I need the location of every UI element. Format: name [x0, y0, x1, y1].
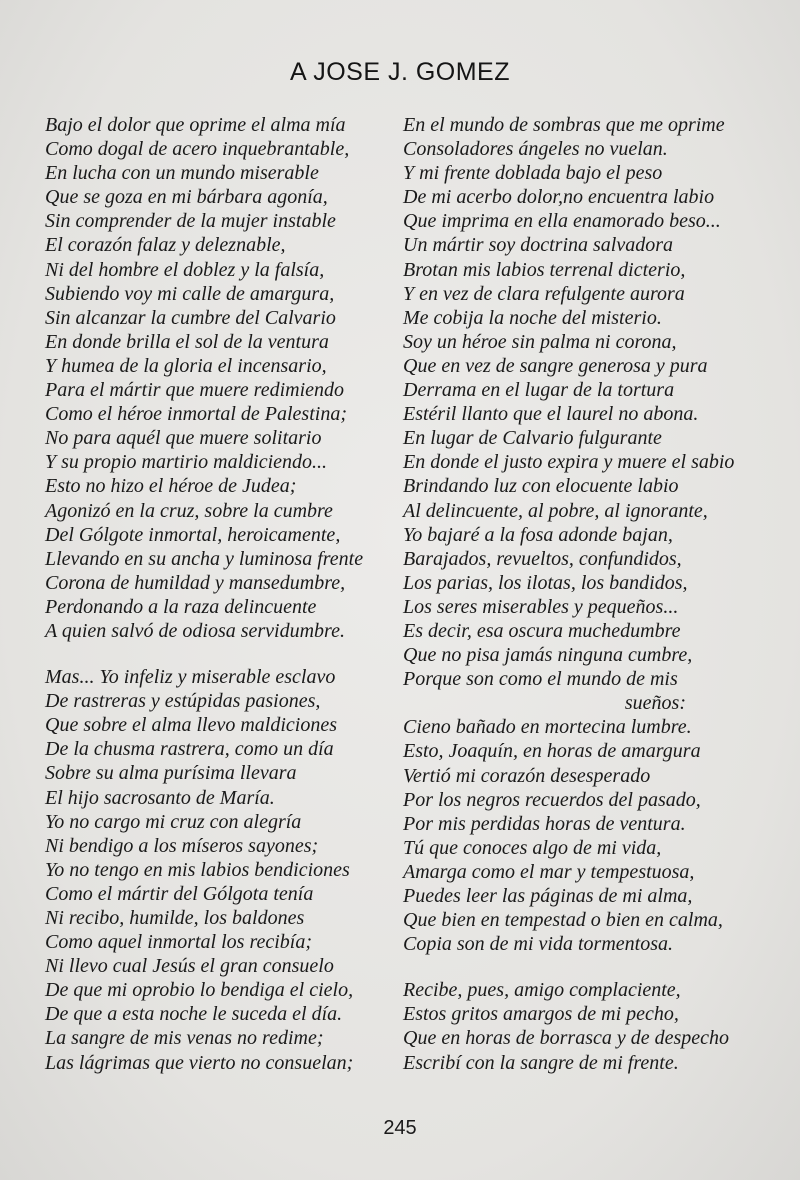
- verse-line: Corona de humildad y mansedumbre,: [45, 571, 346, 594]
- right-column: [403, 113, 748, 1075]
- poem-title: A JOSE J. GOMEZ: [289, 58, 511, 86]
- verse-line: Amarga como el mar y tempestuosa,: [403, 860, 695, 883]
- stanza: [45, 113, 390, 643]
- verse-line: Brindando luz con elocuente labio: [403, 475, 679, 498]
- verse-line: Como aquel inmortal los recibía;: [45, 931, 313, 954]
- verse-line: En lugar de Calvario fulgurante: [403, 427, 662, 450]
- verse-line: Me cobija la noche del misterio.: [403, 306, 662, 329]
- verse-line: Por mis perdidas horas de ventura.: [403, 812, 686, 835]
- verse-line: Para el mártir que muere redimiendo: [45, 379, 345, 402]
- verse-line: De rastreras y estúpidas pasiones,: [45, 690, 321, 713]
- verse-line: De que a esta noche le suceda el día.: [45, 1003, 343, 1026]
- page-number: 245: [383, 1117, 417, 1139]
- verse-line: Y humea de la gloria el incensario,: [45, 354, 327, 377]
- verse-line: Estéril llanto que el laurel no abona.: [403, 403, 699, 426]
- verse-line: Por los negros recuerdos del pasado,: [403, 788, 701, 811]
- verse-line: Bajo el dolor que oprime el alma mía: [45, 114, 346, 136]
- verse-line: Al delincuente, al pobre, al ignorante,: [403, 499, 708, 522]
- verse-line: Mas... Yo infeliz y miserable esclavo: [45, 666, 336, 689]
- verse-line: No para aquél que muere solitario: [45, 427, 322, 450]
- verse-line: Agonizó en la cruz, sobre la cumbre: [45, 499, 333, 522]
- verse-line: Y mi frente doblada bajo el peso: [403, 162, 663, 185]
- verse-line: Como el mártir del Gólgota tenía: [45, 882, 314, 905]
- verse-line-continuation: sueños:: [624, 692, 686, 715]
- verse-line: Como el héroe inmortal de Palestina;: [45, 403, 347, 426]
- verse-line: Que se goza en mi bárbara agonía,: [45, 186, 328, 209]
- verse-line: Un mártir soy doctrina salvadora: [403, 234, 673, 257]
- verse-line: Que imprima en ella enamorado beso...: [403, 210, 721, 233]
- verse-line: Brotan mis labios terrenal dicterio,: [403, 258, 686, 281]
- verse-line: Puedes leer las páginas de mi alma,: [403, 885, 693, 907]
- stanza: [403, 978, 748, 1074]
- verse-line: En donde el justo expira y muere el sabio: [403, 451, 735, 474]
- verse-line: Esto, Joaquín, en horas de amargura: [403, 740, 701, 763]
- verse-line: Perdonando a la raza delincuente: [45, 595, 317, 618]
- verse-line: Yo no tengo en mis labios bendiciones: [45, 858, 350, 881]
- verse-line: De que mi oprobio lo bendiga el cielo,: [45, 979, 354, 1002]
- verse-line: Yo no cargo mi cruz con alegría: [45, 810, 302, 833]
- verse-line: La sangre de mis venas no redime;: [45, 1027, 324, 1050]
- verse-line: Consoladores ángeles no vuelan.: [403, 138, 668, 161]
- left-column: [45, 113, 390, 1075]
- verse-line: Porque son como el mundo de mis: [403, 668, 678, 691]
- verse-line: Estos gritos amargos de mi pecho,: [403, 1003, 679, 1026]
- verse-line: Subiendo voy mi calle de amargura,: [45, 282, 335, 305]
- verse-line: Que en vez de sangre generosa y pura: [403, 354, 708, 377]
- verse-line: Que sobre el alma llevo maldiciones: [45, 714, 337, 737]
- verse-line: Del Gólgote inmortal, heroicamente,: [45, 523, 341, 546]
- verse-line: Ni del hombre el doblez y la falsía,: [45, 258, 325, 281]
- verse-line: El hijo sacrosanto de María.: [45, 786, 275, 809]
- verse-line: El corazón falaz y deleznable,: [45, 234, 286, 257]
- verse-line: En el mundo de sombras que me oprime: [403, 114, 725, 136]
- verse-line: Y en vez de clara refulgente aurora: [403, 282, 685, 305]
- verse-line: Escribí con la sangre de mi frente.: [403, 1051, 679, 1074]
- verse-line: Los parias, los ilotas, los bandidos,: [403, 571, 688, 594]
- verse-line: Ni llevo cual Jesús el gran consuelo: [45, 955, 334, 978]
- stanza: [403, 113, 748, 956]
- verse-line: Sin comprender de la mujer instable: [45, 210, 336, 233]
- verse-line: Vertió mi corazón desesperado: [403, 764, 651, 787]
- verse-line: Sin alcanzar la cumbre del Calvario: [45, 306, 336, 329]
- verse-line: Que en horas de borrasca y de despecho: [403, 1027, 730, 1050]
- verse-line: Que bien en tempestad o bien en calma,: [403, 909, 723, 932]
- verse-line: En donde brilla el sol de la ventura: [45, 330, 329, 353]
- verse-line: Tú que conoces algo de mi vida,: [403, 836, 662, 859]
- verse-line: Yo bajaré a la fosa adonde bajan,: [403, 523, 673, 546]
- verse-line: A quien salvó de odiosa servidumbre.: [45, 619, 345, 642]
- verse-line: Ni recibo, humilde, los baldones: [45, 907, 305, 929]
- verse-line: Derrama en el lugar de la tortura: [403, 379, 675, 402]
- verse-line: Como dogal de acero inquebrantable,: [45, 138, 350, 161]
- verse-line: Ni bendigo a los míseros sayones;: [45, 834, 319, 857]
- verse-line: Y su propio martirio maldiciendo...: [45, 451, 328, 474]
- verse-line: Soy un héroe sin palma ni corona,: [403, 330, 677, 353]
- verse-line: De la chusma rastrera, como un día: [45, 738, 334, 761]
- verse-line: Las lágrimas que vierto no consuelan;: [45, 1051, 354, 1074]
- stanza: [45, 665, 390, 1075]
- verse-line: Llevando en su ancha y luminosa frente: [45, 547, 364, 570]
- verse-line: Recibe, pues, amigo complaciente,: [403, 979, 681, 1002]
- verse-line: Los seres miserables y pequeños...: [403, 595, 679, 618]
- verse-line: Sobre su alma purísima llevara: [45, 762, 297, 785]
- verse-line: En lucha con un mundo miserable: [45, 162, 319, 185]
- verse-line: Cieno bañado en mortecina lumbre.: [403, 716, 692, 739]
- verse-line: Barajados, revueltos, confundidos,: [403, 547, 682, 570]
- verse-line: Es decir, esa oscura muchedumbre: [403, 619, 681, 642]
- verse-line: Que no pisa jamás ninguna cumbre,: [403, 644, 693, 667]
- verse-line: Copia son de mi vida tormentosa.: [403, 933, 673, 956]
- verse-line: Esto no hizo el héroe de Judea;: [45, 475, 297, 498]
- verse-line: De mi acerbo dolor,no encuentra labio: [403, 186, 715, 209]
